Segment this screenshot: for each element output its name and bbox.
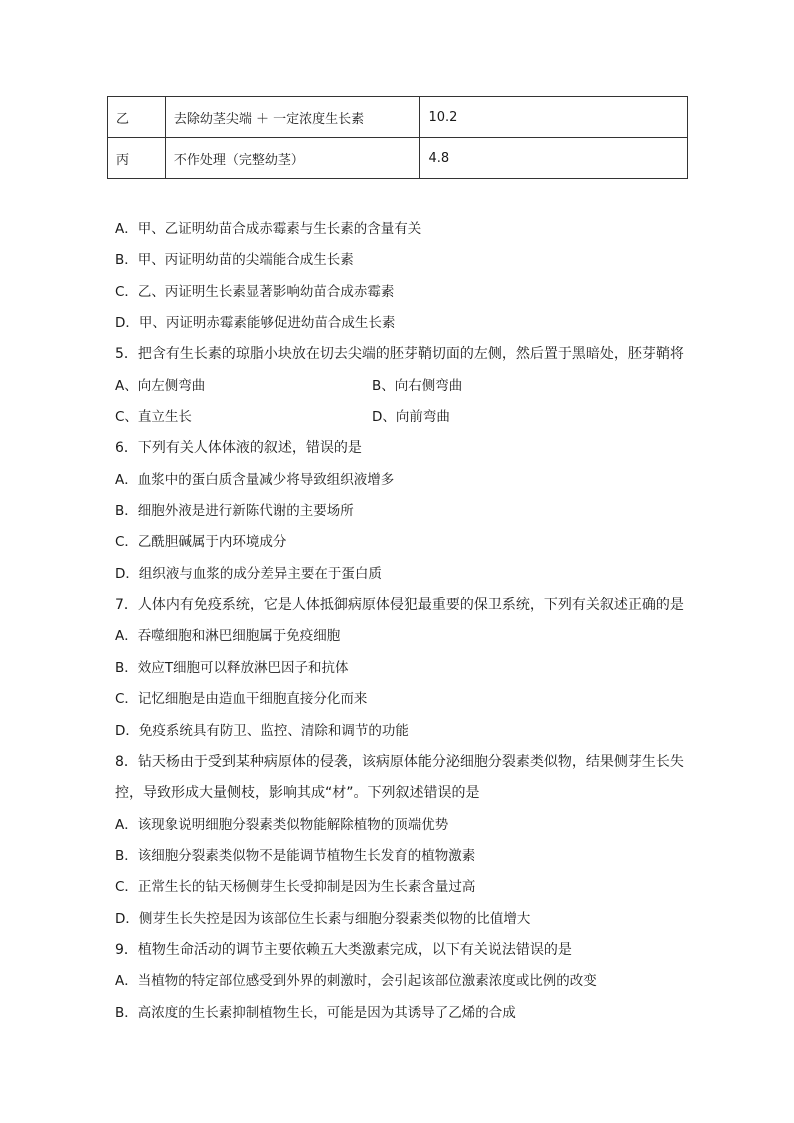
- value-cell: 4.8: [420, 138, 688, 179]
- option-line: B．细胞外液是进行新陈代谢的主要场所: [115, 503, 354, 520]
- option-line: D．甲、丙证明赤霉素能够促进幼苗合成生长素: [115, 315, 396, 332]
- option-line: C．乙、丙证明生长素显著影响幼苗合成赤霉素: [115, 283, 395, 300]
- option-line: D．侧芽生长失控是因为该部位生长素与细胞分裂素类似物的比值增大: [115, 910, 531, 927]
- option-line: D、向前弯曲: [372, 409, 450, 426]
- option-line: D．免疫系统具有防卫、监控、清除和调节的功能: [115, 722, 409, 739]
- option-line: B．该细胞分裂素类似物不是能调节植物生长发育的植物激素: [115, 847, 476, 864]
- option-line: B．高浓度的生长素抑制植物生长，可能是因为其诱导了乙烯的合成: [115, 1004, 516, 1021]
- question-stem: 6．下列有关人体体液的叙述，错误的是: [115, 440, 362, 457]
- option-line: A．该现象说明细胞分裂素类似物能解除植物的顶端优势: [115, 816, 449, 833]
- question-stem: 7．人体内有免疫系统，它是人体抵御病原体侵犯最重要的保卫系统，下列有关叙述正确的是: [115, 597, 684, 614]
- option-line: C．正常生长的钻天杨侧芽生长受抑制是因为生长素含量过高: [115, 879, 476, 896]
- treatment-cell: 不作处理（完整幼茎）: [165, 138, 420, 179]
- option-line: A、向左侧弯曲: [115, 377, 206, 394]
- option-line: B．效应T细胞可以释放淋巴因子和抗体: [115, 659, 349, 676]
- option-line: A．吞噬细胞和淋巴细胞属于免疫细胞: [115, 628, 341, 645]
- question-stem: 5．把含有生长素的琼脂小块放在切去尖端的胚芽鞘切面的左侧，然后置于黑暗处，胚芽鞘将: [115, 346, 684, 363]
- option-line: C．乙酰胆碱属于内环境成分: [115, 534, 287, 551]
- option-line: A．甲、乙证明幼苗合成赤霉素与生长素的含量有关: [115, 221, 422, 237]
- option-line: A．血浆中的蛋白质含量减少将导致组织液增多: [115, 471, 395, 488]
- option-line: B、向右侧弯曲: [372, 377, 463, 394]
- question-stem: 9．植物生命活动的调节主要依赖五大类激素完成，以下有关说法错误的是: [115, 941, 572, 958]
- experiment-table: [107, 96, 688, 179]
- table-row: [108, 138, 688, 179]
- question-stem-continued: 控，导致形成大量侧枝，影响其成“材”。下列叙述错误的是: [115, 785, 480, 802]
- option-line: C、直立生长: [115, 409, 192, 426]
- option-row: [115, 405, 715, 436]
- option-line: A．当植物的特定部位感受到外界的刺激时，会引起该部位激素浓度或比例的改变: [115, 973, 597, 990]
- question-text: [115, 217, 715, 1032]
- option-line: D．组织液与血浆的成分差异主要在于蛋白质: [115, 565, 382, 582]
- table-row: [108, 97, 688, 138]
- value-cell: 10.2: [420, 97, 688, 138]
- group-cell: 丙: [108, 138, 166, 179]
- question-stem: 8．钻天杨由于受到某种病原体的侵袭，该病原体能分泌细胞分裂素类似物，结果侧芽生长失: [115, 753, 684, 770]
- option-line: C．记忆细胞是由造血干细胞直接分化而来: [115, 691, 368, 708]
- option-row: [115, 374, 715, 405]
- treatment-cell: 去除幼茎尖端 ＋ 一定浓度生长素: [165, 97, 420, 138]
- group-cell: 乙: [108, 97, 166, 138]
- option-line: B．甲、丙证明幼苗的尖端能合成生长素: [115, 252, 354, 269]
